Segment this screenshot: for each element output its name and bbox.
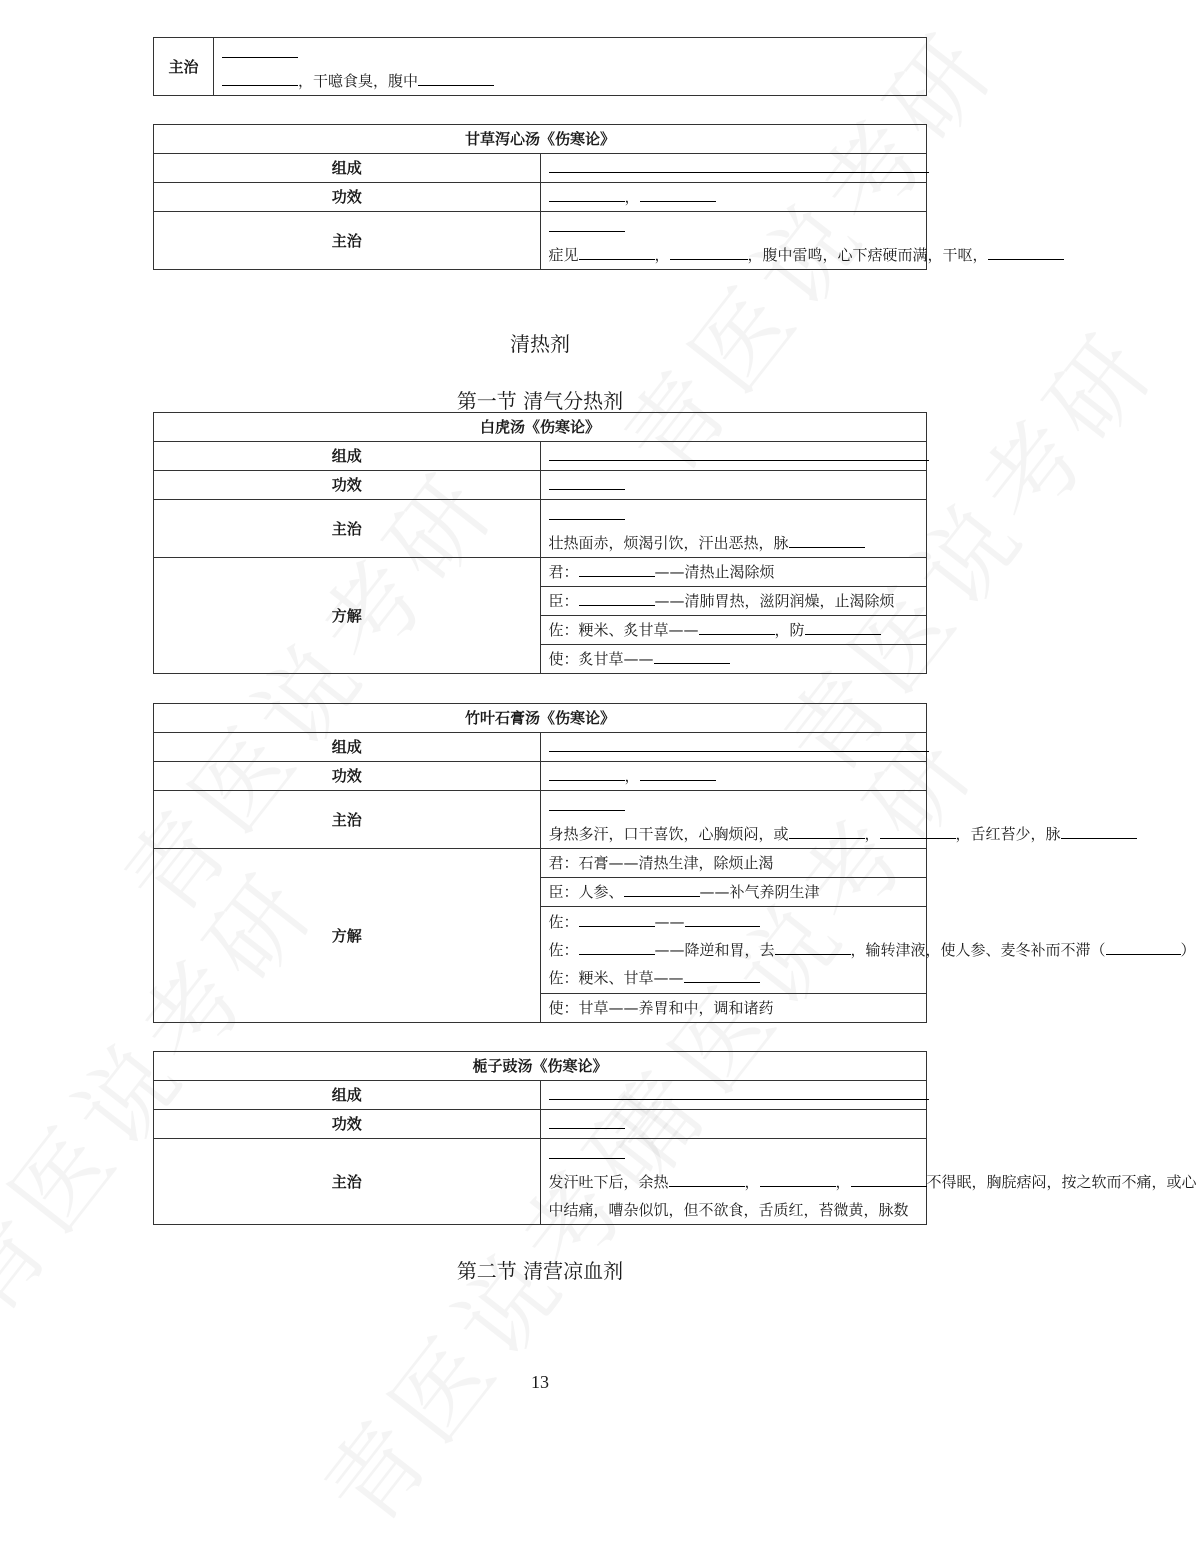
blank-field[interactable] [670, 242, 748, 260]
zucheng-cell [540, 1081, 927, 1110]
zucheng-cell [540, 733, 927, 762]
text-segment: ——降逆和胃，去 [654, 941, 775, 959]
formula-title: 栀子豉汤《伤寒论》 [154, 1052, 927, 1081]
section-heading: 第二节 清营凉血剂 [456, 1259, 624, 1283]
blank-field[interactable] [418, 68, 494, 86]
row-label: 功效 [154, 471, 541, 500]
page-number: 13 [531, 1372, 549, 1392]
gongxiao-cell [540, 1110, 927, 1139]
text-segment: 佐： [548, 913, 579, 931]
formula-table-zhuye-shigao [153, 703, 1196, 1023]
text-segment: 使：炙甘草—— [548, 650, 654, 668]
text-segment: 佐： [548, 941, 579, 959]
text-segment: 症见 [548, 245, 579, 264]
blank-field[interactable] [654, 646, 730, 664]
text-segment: ——补气养阴生津 [699, 883, 820, 901]
row-label: 主治 [154, 212, 541, 270]
text-segment: 君： [548, 563, 579, 581]
blank-field[interactable] [988, 242, 1064, 260]
zhuzhi-cell [540, 500, 927, 558]
blank-field[interactable] [579, 937, 655, 955]
text-segment: ， [654, 245, 670, 264]
text-segment: ，腹中雷鸣，心下痞硬而满，干呕， [747, 245, 988, 264]
blank-field[interactable] [579, 588, 655, 606]
blank-field[interactable] [549, 1141, 625, 1159]
blank-field[interactable] [805, 617, 881, 635]
text-segment: 身热多汗，口干喜饮，心胸烦闷，或 [548, 824, 789, 843]
formula-title: 竹叶石膏汤《伤寒论》 [154, 704, 927, 733]
blank-field[interactable] [684, 965, 760, 983]
blank-field[interactable] [549, 793, 625, 811]
text-segment: 发汗吐下后，余热 [548, 1172, 669, 1191]
text-segment: 臣： [548, 592, 579, 610]
fangjie-jun: 君：石膏——清热生津，除烦止渴 [540, 849, 927, 878]
formula-title: 白虎汤《伤寒论》 [154, 413, 927, 442]
text-segment: ， [835, 1172, 851, 1191]
text-segment: ，输转津液，使人参、麦冬补而不滞（ [850, 941, 1106, 959]
zucheng-cell [540, 442, 927, 471]
blank-field[interactable] [549, 472, 625, 490]
text-segment: 臣：人参、 [548, 883, 624, 901]
blank-field[interactable] [222, 68, 298, 86]
gongxiao-cell [540, 183, 927, 212]
blank-field[interactable] [549, 184, 625, 202]
formula-table-zhizi-chi [153, 1051, 1197, 1225]
blank-field[interactable] [549, 763, 625, 781]
text-segment: ——清肺胃热，滋阴润燥，止渴除烦 [654, 592, 895, 610]
blank-field[interactable] [549, 734, 929, 752]
formula-title: 甘草泻心汤《伤寒论》 [154, 125, 927, 154]
blank-field[interactable] [789, 821, 865, 839]
blank-field[interactable] [775, 937, 851, 955]
blank-field[interactable] [549, 502, 625, 520]
row-label: 主治 [154, 500, 541, 558]
blank-field[interactable] [579, 559, 655, 577]
fangjie-shi: 使：甘草——养胃和中，调和诸药 [540, 994, 927, 1023]
text-segment: ） [1180, 941, 1196, 959]
blank-field[interactable] [549, 214, 625, 232]
text-segment: 不得眠，胸脘痞闷，按之软而不痛，或心 [926, 1172, 1197, 1191]
formula-table-continued [153, 37, 927, 96]
fangjie-jun [540, 558, 927, 587]
blank-field[interactable] [222, 40, 298, 58]
gongxiao-cell [540, 471, 927, 500]
gongxiao-cell [540, 762, 927, 791]
fangjie-zuo-group [540, 907, 1196, 994]
text-segment: 佐：粳米、炙甘草—— [548, 621, 699, 639]
fangjie-chen [540, 878, 927, 907]
blank-field[interactable] [640, 763, 716, 781]
text-segment: 佐：粳米、甘草—— [548, 969, 684, 987]
blank-field[interactable] [1061, 821, 1137, 839]
blank-field[interactable] [579, 909, 655, 927]
blank-field[interactable] [699, 617, 775, 635]
text-segment: ， [624, 767, 640, 785]
blank-field[interactable] [760, 1169, 836, 1187]
text-segment: ，舌红苔少，脉 [955, 824, 1061, 843]
formula-table-gancao-xiexin [153, 124, 988, 270]
text-segment: ， [864, 824, 880, 843]
text-segment: ——清热止渴除烦 [654, 563, 775, 581]
fangjie-shi [540, 645, 927, 674]
blank-field[interactable] [549, 1082, 929, 1100]
text-segment: 中结痛，嘈杂似饥，但不欲食，舌质红，苔微黄，脉数 [548, 1200, 909, 1219]
row-label: 主治 [154, 791, 541, 849]
chapter-heading: 清热剂 [510, 332, 570, 356]
row-label: 主治 [154, 1139, 541, 1225]
blank-field[interactable] [851, 1169, 927, 1187]
text-segment: —— [654, 913, 685, 931]
row-label: 方解 [154, 849, 541, 1023]
row-label: 组成 [154, 442, 541, 471]
row-label: 组成 [154, 733, 541, 762]
blank-field[interactable] [685, 909, 760, 927]
blank-field[interactable] [579, 242, 655, 260]
blank-field[interactable] [789, 530, 865, 548]
formula-table-baihu [153, 412, 927, 674]
blank-field[interactable] [549, 443, 929, 461]
text-segment: ，防 [774, 621, 805, 639]
row-label: 主治 [154, 38, 214, 96]
fangjie-chen [540, 587, 927, 616]
row-label: 组成 [154, 1081, 541, 1110]
blank-field[interactable] [624, 879, 700, 897]
blank-field[interactable] [880, 821, 956, 839]
blank-field[interactable] [669, 1169, 745, 1187]
row-label: 功效 [154, 183, 541, 212]
row-label: 组成 [154, 154, 541, 183]
text-segment: ， [624, 188, 640, 206]
text-segment: 壮热面赤，烦渴引饮，汗出恶热，脉 [548, 533, 789, 552]
zhuzhi-cell [540, 1139, 1197, 1225]
row-label: 功效 [154, 1110, 541, 1139]
zhuzhi-cell [540, 212, 988, 270]
fangjie-zuo [540, 616, 927, 645]
section-heading: 第一节 清气分热剂 [456, 389, 624, 413]
blank-field[interactable] [640, 184, 716, 202]
text-segment: ，干噫食臭，腹中 [298, 71, 419, 90]
row-label: 功效 [154, 762, 541, 791]
blank-field[interactable] [1106, 937, 1181, 955]
text-segment: ， [744, 1172, 760, 1191]
zhuzhi-cell [214, 38, 927, 96]
row-label: 方解 [154, 558, 541, 674]
zucheng-cell [540, 154, 927, 183]
blank-field[interactable] [549, 1111, 625, 1129]
blank-field[interactable] [549, 155, 929, 173]
zhuzhi-cell [540, 791, 1061, 849]
